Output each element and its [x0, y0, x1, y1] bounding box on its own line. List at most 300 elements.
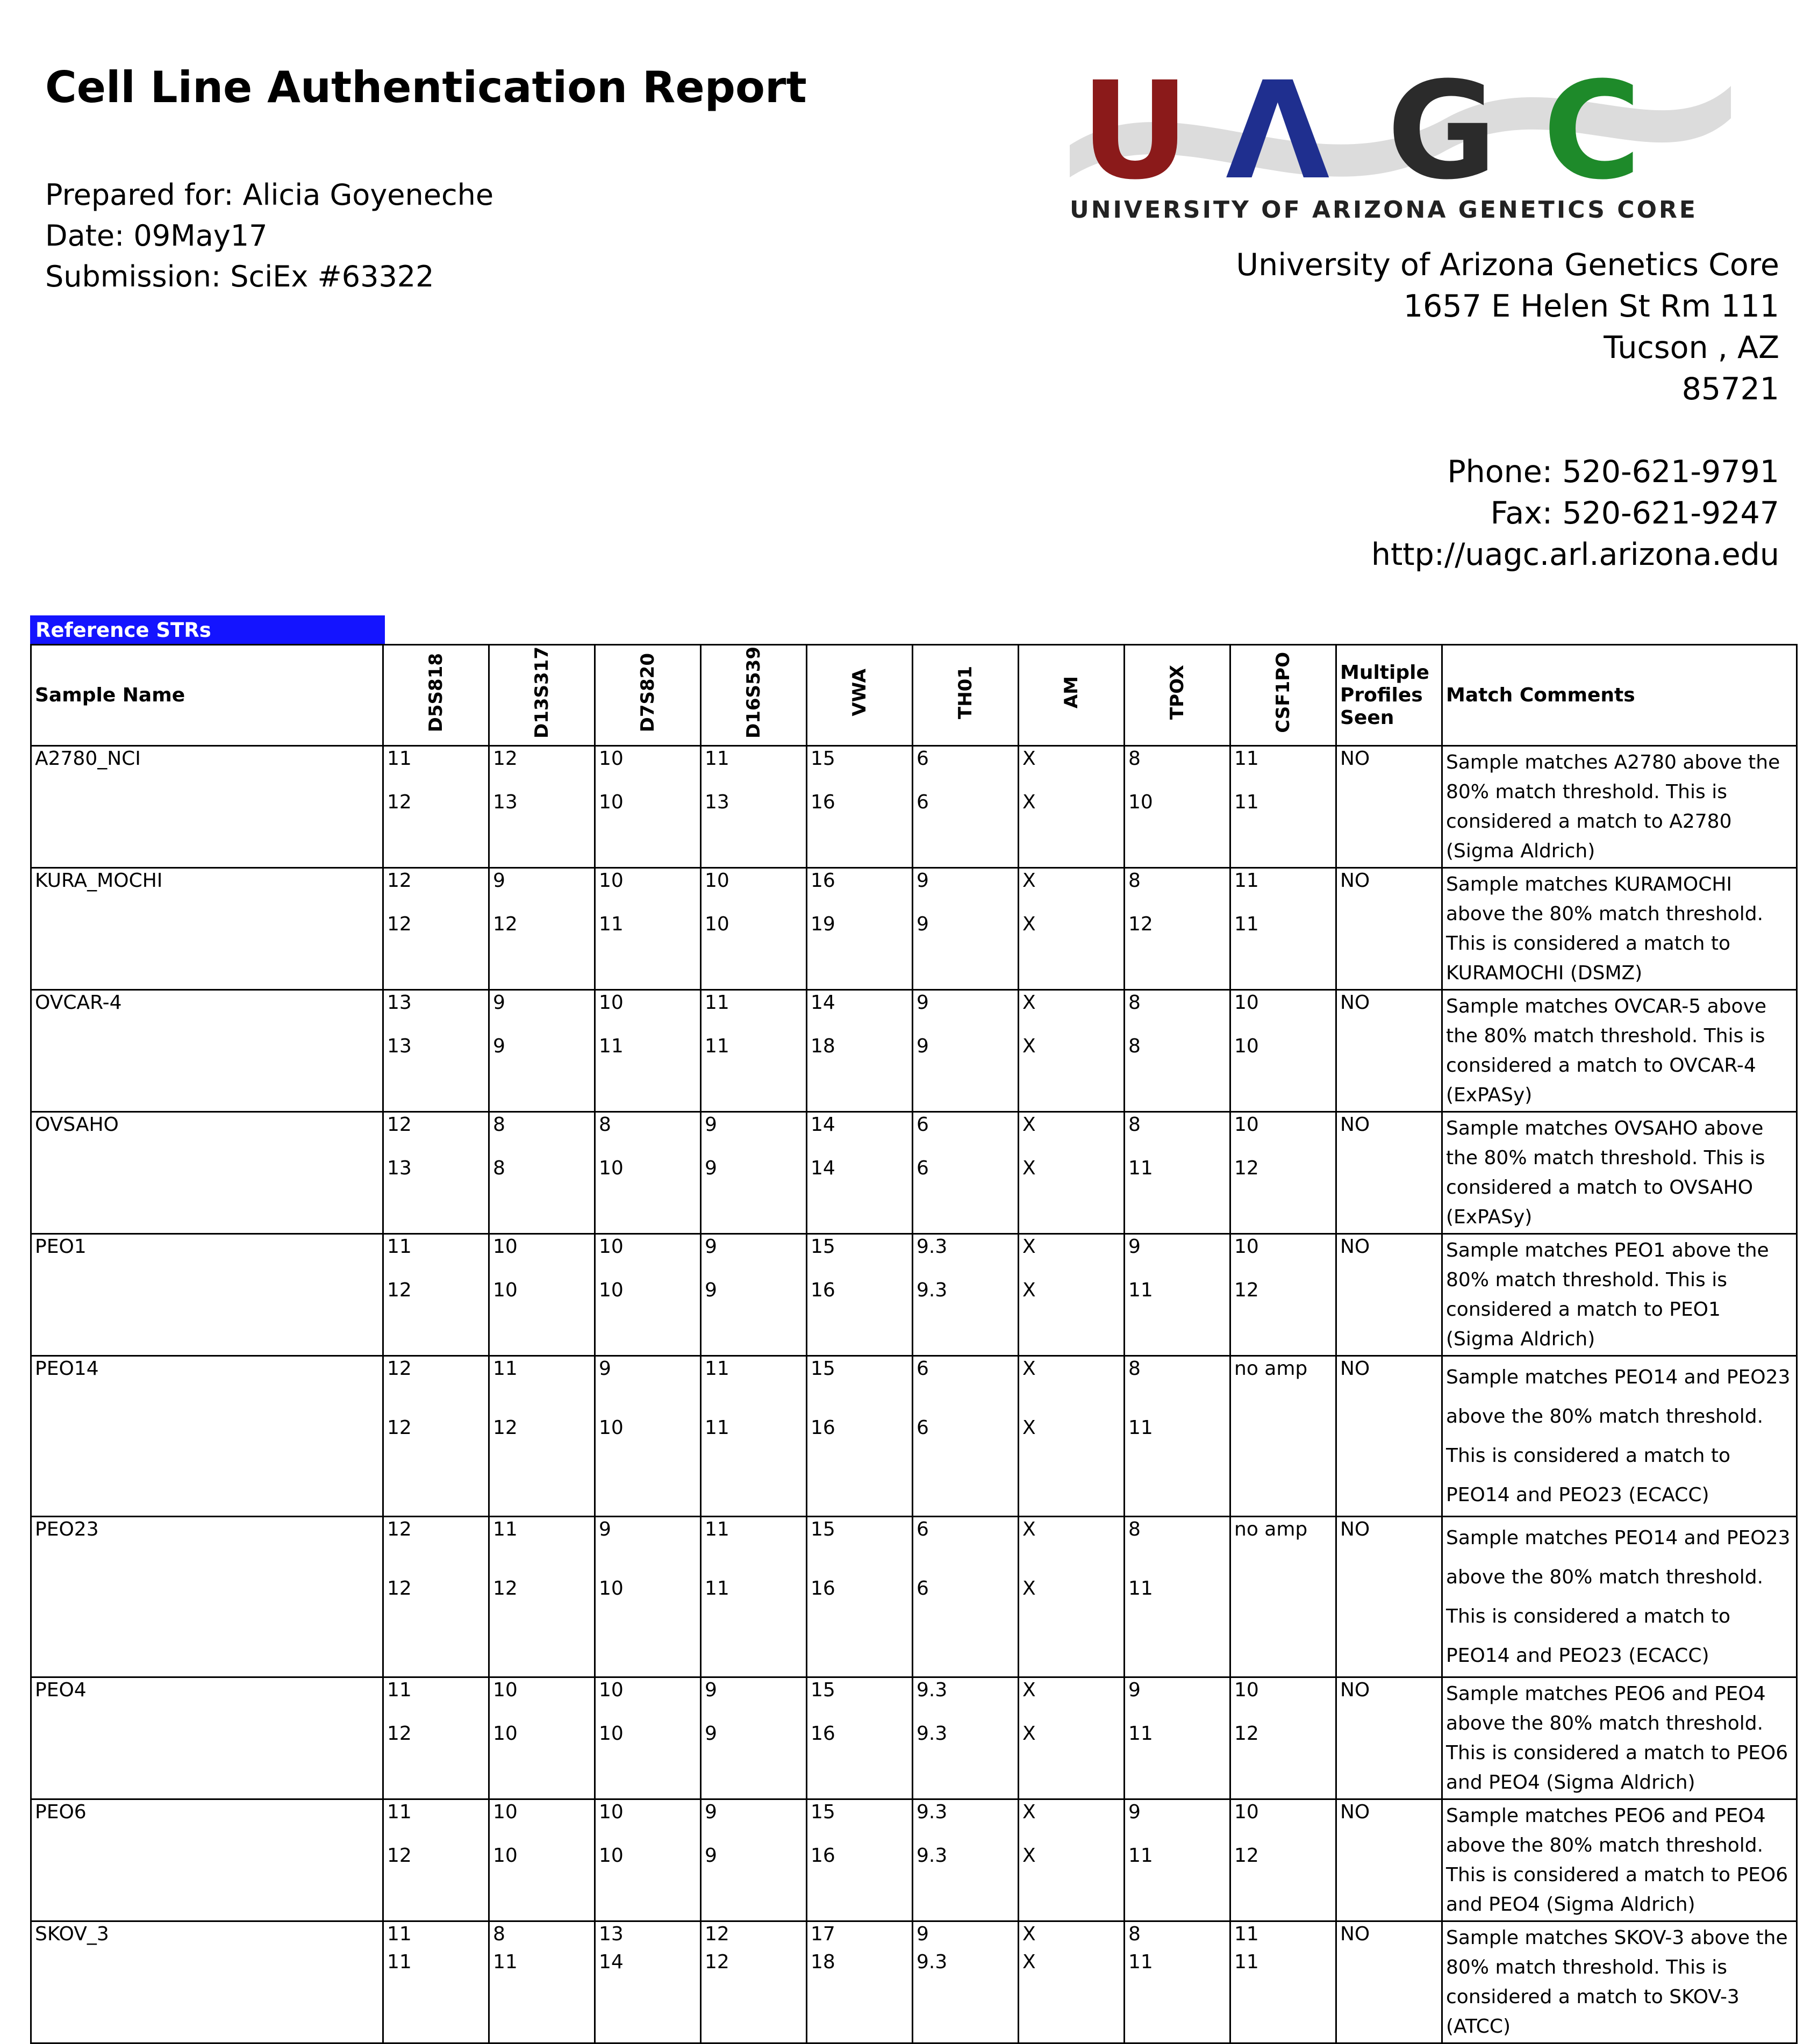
allele-1: 15 — [811, 748, 835, 770]
allele-1: 9.3 — [917, 1679, 948, 1701]
allele-cell — [489, 1677, 595, 1799]
multiple-profiles-cell: NO — [1336, 1517, 1442, 1677]
allele-1: X — [1022, 1679, 1036, 1701]
allele-2: 16 — [811, 1577, 835, 1600]
allele-1: 8 — [1128, 748, 1141, 770]
multiple-profiles-cell: NO — [1336, 1677, 1442, 1799]
allele-2: 6 — [917, 1577, 929, 1600]
allele-1: 12 — [705, 1923, 729, 1945]
allele-cell — [913, 1677, 1019, 1799]
allele-2: 8 — [493, 1157, 505, 1179]
website-link[interactable]: http://uagc.arl.arizona.edu — [1371, 537, 1779, 572]
allele-2: X — [1022, 1417, 1036, 1439]
allele-2: 16 — [811, 1417, 835, 1439]
allele-1: 11 — [387, 1236, 412, 1258]
allele-2: 11 — [1234, 913, 1259, 935]
table-row — [31, 868, 1797, 990]
allele-2: 6 — [917, 1417, 929, 1439]
allele-2: 12 — [493, 913, 518, 935]
allele-2: 10 — [599, 1723, 624, 1745]
allele-2: 18 — [811, 1951, 835, 1973]
allele-1: 11 — [705, 992, 729, 1014]
table-row — [31, 1112, 1797, 1234]
allele-cell — [1019, 1677, 1125, 1799]
allele-2: 12 — [387, 1577, 412, 1600]
allele-cell — [807, 1921, 913, 2043]
allele-cell — [595, 1356, 701, 1517]
allele-2: 16 — [811, 791, 835, 813]
allele-1: X — [1022, 992, 1036, 1014]
allele-1: 8 — [1128, 1923, 1141, 1945]
allele-1: 10 — [599, 1679, 624, 1701]
allele-2: 18 — [811, 1035, 835, 1057]
allele-cell — [807, 1677, 913, 1799]
allele-1: 8 — [493, 1923, 505, 1945]
sample-name-cell: A2780_NCI — [31, 746, 383, 868]
allele-1: 10 — [493, 1679, 518, 1701]
allele-cell — [595, 1234, 701, 1356]
allele-1: 15 — [811, 1518, 835, 1540]
allele-cell — [1125, 1517, 1230, 1677]
allele-2: 6 — [917, 1157, 929, 1179]
allele-1: 11 — [387, 1923, 412, 1945]
allele-1: 8 — [1128, 1518, 1141, 1540]
allele-cell — [1125, 1112, 1230, 1234]
allele-cell — [1125, 1921, 1230, 2043]
allele-cell — [807, 1356, 913, 1517]
allele-cell — [913, 1112, 1019, 1234]
multiple-profiles-cell: NO — [1336, 1799, 1442, 1921]
allele-2: 13 — [705, 791, 729, 813]
allele-1: 9 — [599, 1358, 611, 1380]
report-meta — [45, 175, 493, 297]
table-row — [31, 746, 1797, 868]
allele-2: 14 — [599, 1951, 624, 1973]
allele-2: 12 — [387, 913, 412, 935]
allele-1: X — [1022, 1801, 1036, 1823]
allele-cell — [913, 990, 1019, 1112]
allele-1: 11 — [1234, 1923, 1259, 1945]
allele-1: 10 — [599, 1236, 624, 1258]
allele-2: 12 — [1234, 1723, 1259, 1745]
allele-2: 12 — [387, 1845, 412, 1867]
allele-2: 9 — [705, 1157, 717, 1179]
allele-cell — [1019, 868, 1125, 990]
allele-2: X — [1022, 1951, 1036, 1973]
allele-cell — [1230, 990, 1336, 1112]
logo-letter-u: U — [1080, 54, 1190, 209]
allele-1: 10 — [599, 870, 624, 892]
allele-1: 10 — [1234, 992, 1259, 1014]
match-comment-cell: Sample matches SKOV-3 above the 80% match threshold. This is considered a match to SKOV-3 (ATCC) — [1442, 1921, 1797, 2043]
allele-1: X — [1022, 748, 1036, 770]
allele-1: 11 — [387, 748, 412, 770]
col-header-locus: CSF1PO — [1230, 645, 1336, 746]
allele-1: 10 — [599, 992, 624, 1014]
allele-2: 12 — [387, 1279, 412, 1301]
allele-2: 12 — [1234, 1157, 1259, 1179]
allele-cell — [1230, 868, 1336, 990]
allele-1: 9 — [917, 1923, 929, 1945]
allele-1: 11 — [705, 1518, 729, 1540]
allele-cell — [1019, 1112, 1125, 1234]
allele-1: 9 — [1128, 1679, 1141, 1701]
allele-cell — [807, 1234, 913, 1356]
col-header-locus: VWA — [807, 645, 913, 746]
allele-cell — [383, 990, 489, 1112]
allele-1: 14 — [811, 992, 835, 1014]
col-header-match-comments: Match Comments — [1442, 645, 1797, 746]
allele-2: 11 — [1234, 1951, 1259, 1973]
allele-2: 12 — [387, 791, 412, 813]
allele-2: 10 — [599, 1417, 624, 1439]
allele-2: 10 — [1234, 1035, 1259, 1057]
allele-cell — [383, 1799, 489, 1921]
allele-cell — [1019, 1356, 1125, 1517]
allele-1: 6 — [917, 1518, 929, 1540]
allele-2: 9 — [705, 1845, 717, 1867]
allele-2: 11 — [387, 1951, 412, 1973]
allele-2: 11 — [1128, 1845, 1153, 1867]
allele-cell — [701, 868, 807, 990]
col-header-locus: TPOX — [1125, 645, 1230, 746]
allele-cell — [701, 990, 807, 1112]
allele-cell — [913, 746, 1019, 868]
multiple-profiles-cell: NO — [1336, 1234, 1442, 1356]
allele-1: X — [1022, 1923, 1036, 1945]
allele-cell — [701, 1921, 807, 2043]
allele-1: X — [1022, 1358, 1036, 1380]
allele-cell — [1230, 1677, 1336, 1799]
allele-1: 15 — [811, 1801, 835, 1823]
table-row — [31, 1921, 1797, 2043]
allele-2: X — [1022, 913, 1036, 935]
allele-cell — [1230, 1112, 1336, 1234]
allele-2: 9 — [917, 1035, 929, 1057]
allele-2: 10 — [599, 1157, 624, 1179]
allele-1: 10 — [705, 870, 729, 892]
allele-cell — [1230, 746, 1336, 868]
allele-cell — [701, 1517, 807, 1677]
match-comment-cell: Sample matches PEO6 and PEO4 above the 80% match threshold. This is considered a match to PEO6 and PEO4 (Sigma Aldrich) — [1442, 1677, 1797, 1799]
allele-1: 10 — [599, 1801, 624, 1823]
allele-cell — [1019, 1921, 1125, 2043]
allele-1: 11 — [705, 1358, 729, 1380]
allele-2: X — [1022, 1845, 1036, 1867]
allele-cell — [595, 990, 701, 1112]
allele-cell — [489, 1921, 595, 2043]
allele-1: 8 — [1128, 1358, 1141, 1380]
allele-2: 12 — [493, 1417, 518, 1439]
allele-1: no amp — [1234, 1518, 1308, 1540]
allele-2: 11 — [705, 1417, 729, 1439]
multiple-profiles-cell: NO — [1336, 868, 1442, 990]
allele-cell — [807, 868, 913, 990]
col-header-locus: D16S539 — [701, 645, 807, 746]
allele-cell — [701, 1799, 807, 1921]
sample-name-cell: PEO6 — [31, 1799, 383, 1921]
allele-2: 9.3 — [917, 1723, 948, 1745]
report-date: Date: 09May17 — [45, 219, 268, 253]
allele-2 — [1234, 1577, 1332, 1637]
sample-name-cell: KURA_MOCHI — [31, 868, 383, 990]
allele-1: 9 — [493, 992, 505, 1014]
allele-1: 15 — [811, 1679, 835, 1701]
sample-name-cell: PEO1 — [31, 1234, 383, 1356]
allele-cell — [489, 746, 595, 868]
allele-cell — [913, 1234, 1019, 1356]
allele-cell — [1125, 1356, 1230, 1517]
allele-cell — [1019, 746, 1125, 868]
allele-cell — [1230, 1517, 1336, 1677]
allele-cell — [1230, 1234, 1336, 1356]
table-row — [31, 1799, 1797, 1921]
allele-cell — [807, 1799, 913, 1921]
allele-2: 9.3 — [917, 1951, 948, 1973]
allele-cell — [701, 1112, 807, 1234]
allele-2: 10 — [599, 1577, 624, 1600]
allele-cell — [595, 1112, 701, 1234]
allele-1: 6 — [917, 748, 929, 770]
allele-1: 11 — [387, 1801, 412, 1823]
allele-1: 9 — [493, 870, 505, 892]
allele-cell — [913, 1799, 1019, 1921]
allele-2: 9.3 — [917, 1279, 948, 1301]
allele-cell — [595, 868, 701, 990]
allele-2: 12 — [1234, 1279, 1259, 1301]
allele-cell — [489, 990, 595, 1112]
allele-2: 12 — [387, 1723, 412, 1745]
allele-1: 9.3 — [917, 1236, 948, 1258]
allele-2: 11 — [1128, 1279, 1153, 1301]
match-comment-cell: Sample matches OVSAHO above the 80% match threshold. This is considered a match to OVSAHO (ExPASy) — [1442, 1112, 1797, 1234]
allele-2: 11 — [1128, 1417, 1153, 1439]
logo-tagline: UNIVERSITY OF ARIZONA GENETICS CORE — [1070, 196, 1698, 224]
allele-1: 12 — [387, 1114, 412, 1136]
allele-1: 10 — [493, 1236, 518, 1258]
allele-2: 13 — [387, 1035, 412, 1057]
contact-block — [1371, 451, 1779, 576]
allele-2: 10 — [599, 791, 624, 813]
allele-2: 11 — [1128, 1951, 1153, 1973]
allele-2: X — [1022, 1157, 1036, 1179]
allele-cell — [913, 1356, 1019, 1517]
allele-2: X — [1022, 1279, 1036, 1301]
allele-1: X — [1022, 1518, 1036, 1540]
allele-cell — [595, 1799, 701, 1921]
match-comment-cell: Sample matches PEO1 above the 80% match threshold. This is considered a match to PEO1 (Sigma Aldrich) — [1442, 1234, 1797, 1356]
allele-1: 10 — [1234, 1236, 1259, 1258]
allele-2: 11 — [599, 1035, 624, 1057]
col-header-locus: TH01 — [913, 645, 1019, 746]
sample-name-cell: PEO4 — [31, 1677, 383, 1799]
match-comment-cell: Sample matches KURAMOCHI above the 80% match threshold. This is considered a match to KURAMOCHI (DSMZ) — [1442, 868, 1797, 990]
allele-2: 10 — [493, 1845, 518, 1867]
allele-2: 12 — [387, 1417, 412, 1439]
allele-cell — [595, 746, 701, 868]
allele-1: 11 — [387, 1679, 412, 1701]
allele-cell — [383, 1677, 489, 1799]
address-block — [1236, 245, 1779, 410]
allele-1: 15 — [811, 1358, 835, 1380]
reference-strs-label: Reference STRs — [30, 615, 385, 646]
allele-2: 10 — [493, 1723, 518, 1745]
allele-cell — [1125, 746, 1230, 868]
prepared-for: Prepared for: Alicia Goyeneche — [45, 178, 494, 212]
allele-1: 11 — [493, 1518, 518, 1540]
allele-2: 11 — [1128, 1723, 1153, 1745]
allele-cell — [1230, 1799, 1336, 1921]
allele-cell — [383, 746, 489, 868]
street: 1657 E Helen St Rm 111 — [1403, 289, 1779, 324]
table-row — [31, 1517, 1797, 1677]
allele-cell — [383, 868, 489, 990]
allele-cell — [1230, 1356, 1336, 1517]
match-comment-cell: Sample matches PEO6 and PEO4 above the 80% match threshold. This is considered a match to PEO6 and PEO4 (Sigma Aldrich) — [1442, 1799, 1797, 1921]
match-comment-cell: Sample matches A2780 above the 80% match threshold. This is considered a match to A2780 (Sigma Aldrich) — [1442, 746, 1797, 868]
allele-2: 12 — [493, 1577, 518, 1600]
allele-1: 12 — [493, 748, 518, 770]
allele-2 — [1234, 1417, 1332, 1476]
allele-1: 10 — [1234, 1114, 1259, 1136]
allele-1: 15 — [811, 1236, 835, 1258]
allele-1: 11 — [705, 748, 729, 770]
allele-1: 8 — [599, 1114, 611, 1136]
allele-cell — [1019, 1799, 1125, 1921]
allele-2: 9 — [705, 1723, 717, 1745]
allele-cell — [807, 1517, 913, 1677]
col-header-locus: D7S820 — [595, 645, 701, 746]
allele-cell — [1019, 990, 1125, 1112]
allele-cell — [383, 1112, 489, 1234]
allele-cell — [1230, 1921, 1336, 2043]
allele-cell — [1125, 1799, 1230, 1921]
allele-1: no amp — [1234, 1358, 1308, 1380]
allele-2: 11 — [1128, 1157, 1153, 1179]
allele-1: 6 — [917, 1114, 929, 1136]
match-comment-cell: Sample matches PEO14 and PEO23 above the 80% match threshold. This is considered a match to PEO14 and PEO23 (ECACC) — [1442, 1517, 1797, 1677]
table-row — [31, 1356, 1797, 1517]
allele-cell — [383, 1234, 489, 1356]
allele-1: 9 — [917, 992, 929, 1014]
table-row — [31, 1677, 1797, 1799]
sample-name-cell: OVSAHO — [31, 1112, 383, 1234]
allele-cell — [383, 1356, 489, 1517]
allele-2: 11 — [705, 1577, 729, 1600]
allele-1: 10 — [599, 748, 624, 770]
allele-cell — [701, 746, 807, 868]
allele-cell — [807, 990, 913, 1112]
sample-name-cell: PEO14 — [31, 1356, 383, 1517]
allele-2: 12 — [705, 1951, 729, 1973]
allele-2: 11 — [1234, 791, 1259, 813]
table-row — [31, 990, 1797, 1112]
zip: 85721 — [1681, 371, 1779, 407]
allele-2: 6 — [917, 791, 929, 813]
allele-1: 9 — [1128, 1236, 1141, 1258]
allele-1: 10 — [1234, 1679, 1259, 1701]
allele-1: 13 — [599, 1923, 624, 1945]
allele-cell — [701, 1234, 807, 1356]
allele-2: 10 — [493, 1279, 518, 1301]
allele-cell — [489, 1112, 595, 1234]
multiple-profiles-cell: NO — [1336, 1921, 1442, 2043]
logo-letter-g: G — [1387, 54, 1498, 209]
allele-1: X — [1022, 1236, 1036, 1258]
allele-2: X — [1022, 1723, 1036, 1745]
allele-1: 14 — [811, 1114, 835, 1136]
allele-1: 13 — [387, 992, 412, 1014]
allele-cell — [1125, 1677, 1230, 1799]
allele-1: 11 — [1234, 870, 1259, 892]
allele-2: 10 — [599, 1845, 624, 1867]
allele-1: 8 — [1128, 870, 1141, 892]
fax: Fax: 520-621-9247 — [1490, 496, 1779, 531]
allele-1: 8 — [493, 1114, 505, 1136]
allele-cell — [701, 1677, 807, 1799]
allele-1: 17 — [811, 1923, 835, 1945]
allele-cell — [1125, 868, 1230, 990]
allele-cell — [489, 868, 595, 990]
allele-1: 11 — [1234, 748, 1259, 770]
allele-cell — [595, 1921, 701, 2043]
allele-1: 12 — [387, 1518, 412, 1540]
allele-1: 8 — [1128, 1114, 1141, 1136]
allele-2: 14 — [811, 1157, 835, 1179]
allele-2: 9.3 — [917, 1845, 948, 1867]
allele-2: 13 — [493, 791, 518, 813]
sample-name-cell: OVCAR-4 — [31, 990, 383, 1112]
multiple-profiles-cell: NO — [1336, 746, 1442, 868]
allele-cell — [489, 1356, 595, 1517]
col-header-multiple-profiles: Multiple Profiles Seen — [1336, 645, 1442, 746]
allele-2: 12 — [1128, 913, 1153, 935]
allele-2: 10 — [705, 913, 729, 935]
allele-2: 9 — [493, 1035, 505, 1057]
table-header-row — [31, 645, 1797, 746]
allele-1: 9 — [705, 1801, 717, 1823]
allele-1: 6 — [917, 1358, 929, 1380]
allele-cell — [807, 1112, 913, 1234]
allele-2: X — [1022, 1577, 1036, 1600]
allele-2: 13 — [387, 1157, 412, 1179]
multiple-profiles-cell: NO — [1336, 1356, 1442, 1517]
multiple-profiles-cell: NO — [1336, 1112, 1442, 1234]
logo-letter-c: C — [1543, 54, 1642, 209]
allele-cell — [1019, 1234, 1125, 1356]
allele-2: 8 — [1128, 1035, 1141, 1057]
allele-2: 9 — [917, 913, 929, 935]
str-profile-table — [30, 644, 1798, 2044]
allele-1: 9 — [705, 1679, 717, 1701]
allele-1: 9 — [917, 870, 929, 892]
submission-id: Submission: SciEx #63322 — [45, 260, 434, 293]
allele-2: X — [1022, 791, 1036, 813]
allele-cell — [489, 1517, 595, 1677]
allele-2: X — [1022, 1035, 1036, 1057]
sample-name-cell: PEO23 — [31, 1517, 383, 1677]
allele-cell — [701, 1356, 807, 1517]
allele-2: 11 — [1128, 1577, 1153, 1600]
col-header-locus: AM — [1019, 645, 1125, 746]
allele-2: 9 — [705, 1279, 717, 1301]
col-header-sample-name: Sample Name — [31, 645, 383, 746]
allele-1: 12 — [387, 870, 412, 892]
allele-cell — [595, 1517, 701, 1677]
org-name: University of Arizona Genetics Core — [1236, 247, 1779, 283]
report-title: Cell Line Authentication Report — [45, 62, 807, 112]
allele-cell — [913, 868, 1019, 990]
